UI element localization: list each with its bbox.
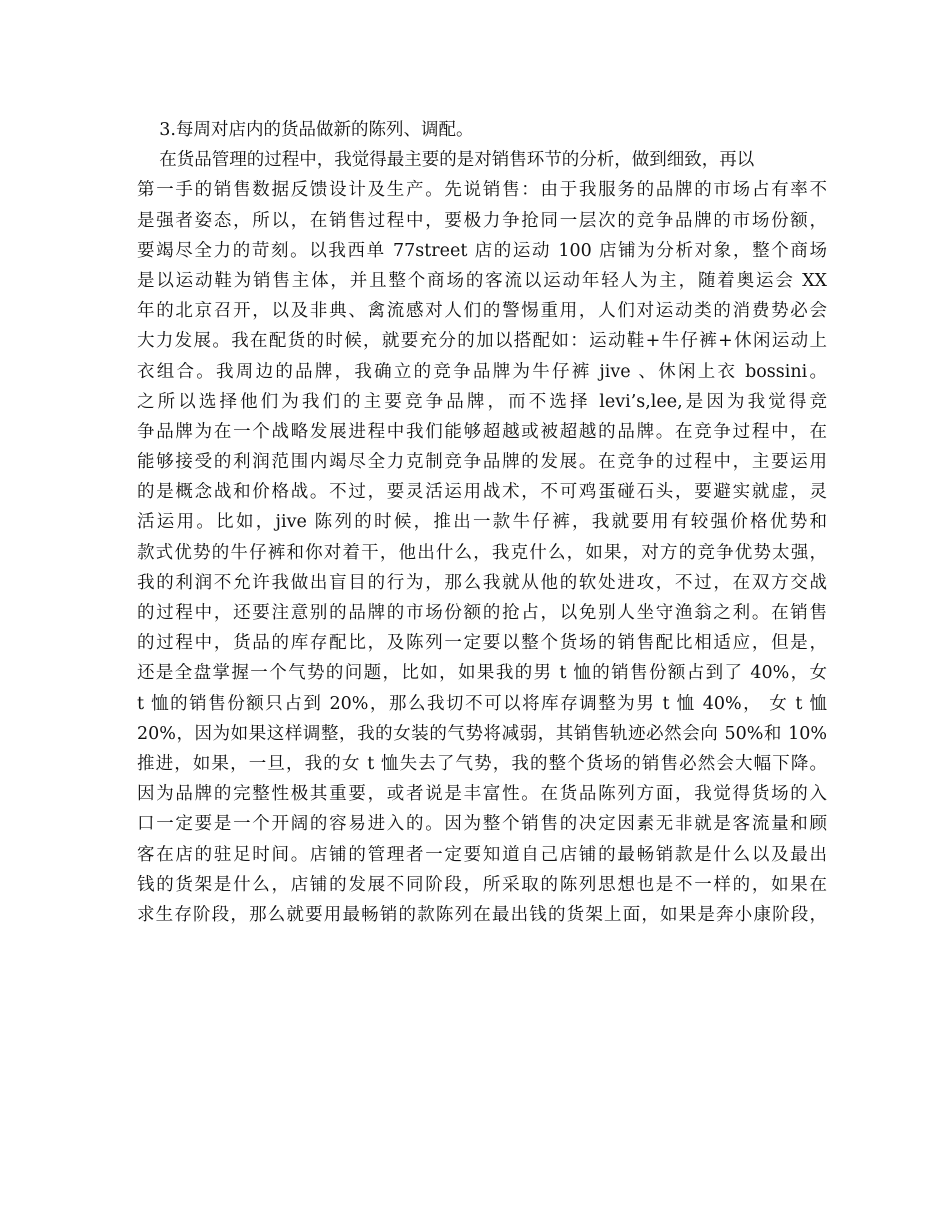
text-line: 的过程中，还要注意别的品牌的市场份额的抢占，以免别人坐守渔翁之利。在销售: [137, 603, 827, 623]
text-line: 争品牌为在一个战略发展进程中我们能够超越或被超越的品牌。在竞争过程中，在: [137, 421, 827, 442]
body-text: [137, 115, 827, 930]
text-line: 3.每周对店内的货品做新的陈列、调配。: [137, 120, 474, 140]
text-line: 20%，因为如果这样调整，我的女装的气势将减弱，其销售轨迹必然会向 50%和 10%: [137, 723, 827, 744]
text-line: 大力发展。我在配货的时候，就要充分的加以搭配如：运动鞋+牛仔裤+休闲运动上: [137, 331, 827, 352]
text-line: 是以运动鞋为销售主体，并且整个商场的客流以运动年轻人为主，随着奥运会 XX: [137, 270, 827, 291]
text-line: 在货品管理的过程中，我觉得最主要的是对销售环节的分析，做到细致，再以: [137, 150, 755, 171]
text-line: 第一手的销售数据反馈设计及生产。先说销售：由于我服务的品牌的市场占有率不: [137, 180, 827, 201]
text-line: 要竭尽全力的苛刻。以我西单 77street 店的运动 100 店铺为分析对象，整个商场: [137, 240, 827, 261]
text-line: 款式优势的牛仔裤和你对着干，他出什么，我克什么，如果，对方的竞争优势太强，: [137, 542, 827, 563]
text-line: 推进，如果，一旦，我的女 t 恤失去了气势，我的整个货场的销售必然会大幅下降。: [137, 753, 827, 774]
text-line: 活运用。比如，jive 陈列的时候，推出一款牛仔裤，我就要用有较强价格优势和: [137, 512, 827, 533]
text-line: 能够接受的利润范围内竭尽全力克制竞争品牌的发展。在竞争的过程中，主要运用: [137, 452, 827, 473]
text-line: 还是全盘掌握一个气势的问题，比如，如果我的男 t 恤的销售份额占到了 40%，女: [137, 663, 827, 684]
text-line: 的过程中，货品的库存配比，及陈列一定要以整个货场的销售配比相适应，但是，: [137, 633, 827, 654]
text-line: 之所以选择他们为我们的主要竞争品牌，而不选择 levi’s,lee,是因为我觉得竞: [137, 391, 827, 412]
text-line: 求生存阶段，那么就要用最畅销的款陈列在最出钱的货架上面，如果是奔小康阶段，: [137, 904, 827, 925]
text-line: 客在店的驻足时间。店铺的管理者一定要知道自己店铺的最畅销款是什么以及最出: [137, 844, 827, 865]
text-line: 钱的货架是什么，店铺的发展不同阶段，所采取的陈列思想也是不一样的，如果在: [137, 874, 827, 895]
text-line: 因为品牌的完整性极其重要，或者说是丰富性。在货品陈列方面，我觉得货场的入: [137, 784, 827, 805]
text-line: 我的利润不允许我做出盲目的行为，那么我就从他的软处进攻，不过，在双方交战: [137, 572, 827, 593]
text-line: 是强者姿态，所以，在销售过程中，要极力争抢同一层次的竞争品牌的市场份额，: [137, 210, 827, 231]
text-line: 口一定要是一个开阔的容易进入的。因为整个销售的决定因素无非就是客流量和顾: [137, 814, 827, 835]
text-line: 年的北京召开，以及非典、禽流感对人们的警惕重用，人们对运动类的消费势必会: [137, 301, 827, 322]
text-line: 衣组合。我周边的品牌，我确立的竞争品牌为牛仔裤 jive 、休闲上衣 bossini。: [137, 361, 827, 382]
text-line: 的是概念战和价格战。不过，要灵活运用战术，不可鸡蛋碰石头，要避实就虚，灵: [137, 482, 827, 503]
text-line: t 恤的销售份额只占到 20%，那么我切不可以将库存调整为男 t 恤 40%， 女 t 恤: [137, 693, 827, 714]
